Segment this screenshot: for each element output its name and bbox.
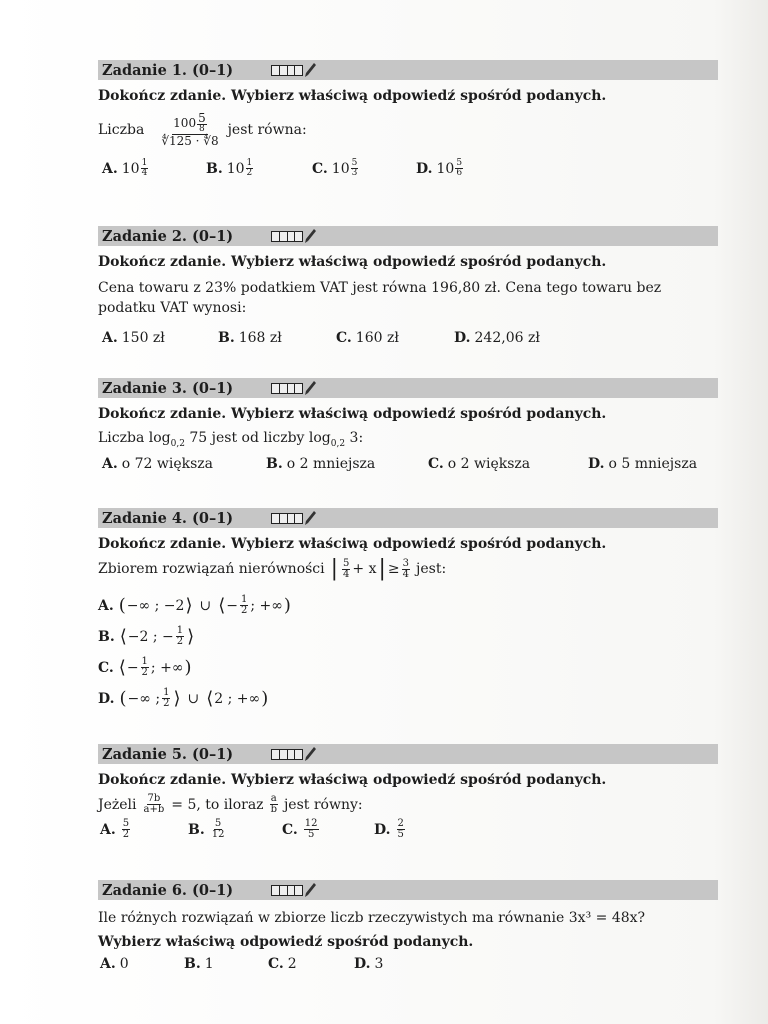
option-a[interactable] bbox=[100, 819, 132, 840]
exp-d: 6 bbox=[456, 168, 463, 178]
task-header bbox=[98, 378, 718, 398]
exp-numerator: 5 bbox=[198, 111, 206, 125]
task-4 bbox=[98, 508, 718, 714]
interval-part: − bbox=[226, 597, 238, 614]
option-letter: C. bbox=[336, 330, 352, 346]
option-value: 160 zł bbox=[355, 330, 399, 346]
option-letter: D. bbox=[374, 821, 391, 838]
option-a[interactable] bbox=[102, 159, 148, 178]
exp-n: 1 bbox=[141, 158, 148, 168]
option-base: 10 bbox=[226, 160, 245, 177]
text-tail: jest równy: bbox=[283, 796, 363, 813]
text-part: 75 jest od liczby log bbox=[184, 430, 331, 446]
option-letter: B. bbox=[188, 821, 205, 838]
fraction-numerator: 5 bbox=[214, 818, 222, 829]
answer-options bbox=[98, 956, 718, 982]
interval-part: −2 ; − bbox=[127, 628, 174, 645]
option-letter: C. bbox=[282, 821, 298, 838]
pencil-icon bbox=[303, 510, 317, 526]
score-box-icon bbox=[271, 383, 303, 394]
task-title: Zadanie 4. (0–1) bbox=[102, 509, 234, 527]
fraction-numerator: 7b bbox=[147, 793, 161, 804]
option-letter: C. bbox=[312, 160, 328, 177]
option-value: 0 bbox=[119, 956, 129, 972]
option-value: 242,06 zł bbox=[474, 330, 540, 346]
option-c[interactable] bbox=[268, 956, 297, 972]
task-question: Ile różnych rozwiązań w zbiorze liczb rzeczywistych ma równanie 3x³ = 48x? bbox=[98, 910, 646, 926]
exp-d: 4 bbox=[141, 168, 148, 178]
interval-part: ; +∞ bbox=[150, 659, 184, 676]
fraction-denominator: 12 bbox=[211, 829, 225, 840]
option-a[interactable] bbox=[100, 956, 129, 972]
task-instruction: Dokończ zdanie. Wybierz właściwą odpowiedź spośród podanych. bbox=[98, 406, 607, 422]
task-header bbox=[98, 60, 718, 80]
fraction-numerator: 5 bbox=[122, 818, 130, 829]
task-instruction: Dokończ zdanie. Wybierz właściwą odpowiedź spośród podanych. bbox=[98, 88, 607, 104]
expr-part: + x bbox=[352, 561, 377, 577]
task-title: Zadanie 6. (0–1) bbox=[102, 881, 234, 899]
option-value: 150 zł bbox=[121, 330, 165, 346]
exp-n: 5 bbox=[456, 158, 463, 168]
option-c[interactable] bbox=[336, 330, 399, 346]
exp-denominator: 8 bbox=[199, 124, 205, 134]
fraction-denominator: 5 bbox=[307, 829, 315, 840]
pencil-icon bbox=[303, 62, 317, 78]
text-lead: Jeżeli bbox=[98, 796, 137, 813]
option-c[interactable]: C. ⟨ − $\frac{1}{2}$ ; +∞ ) bbox=[98, 656, 192, 678]
option-value: o 72 większa bbox=[121, 455, 214, 472]
pencil-icon bbox=[303, 746, 317, 762]
exp-d: 3 bbox=[351, 168, 358, 178]
fraction bbox=[270, 794, 278, 815]
exp-n: 1 bbox=[246, 158, 253, 168]
option-base: 10 bbox=[121, 160, 140, 177]
option-letter: C. bbox=[428, 455, 444, 472]
option-letter: B. bbox=[266, 455, 283, 472]
pencil-icon bbox=[303, 380, 317, 396]
option-letter: B. bbox=[184, 956, 201, 972]
option-b[interactable] bbox=[184, 956, 214, 972]
interval-part: − bbox=[126, 659, 139, 676]
score-box-icon bbox=[271, 885, 303, 896]
score-box-icon bbox=[271, 231, 303, 242]
option-letter: C. bbox=[268, 956, 284, 972]
answer-options bbox=[98, 590, 718, 714]
task-title: Zadanie 5. (0–1) bbox=[102, 745, 234, 763]
option-letter: D. bbox=[416, 160, 433, 177]
union-symbol: ∪ bbox=[187, 690, 200, 707]
task-6 bbox=[98, 880, 718, 982]
task-instruction: Dokończ zdanie. Wybierz właściwą odpowiedź spośród podanych. bbox=[98, 536, 607, 552]
option-b[interactable]: B. ⟨ −2 ; − $\frac{1}{2}$ ⟩ bbox=[98, 625, 195, 647]
option-value: o 5 mniejsza bbox=[608, 455, 698, 472]
option-letter: D. bbox=[454, 330, 471, 346]
task-instruction: Wybierz właściwą odpowiedź spośród podanych. bbox=[98, 934, 474, 950]
pencil-icon bbox=[303, 882, 317, 898]
task-header bbox=[98, 880, 718, 900]
fraction-denominator: a+b bbox=[143, 804, 165, 815]
task-header bbox=[98, 226, 718, 246]
geq-symbol: ≥ bbox=[387, 561, 400, 577]
option-base: 10 bbox=[331, 160, 350, 177]
task-title: Zadanie 2. (0–1) bbox=[102, 227, 234, 245]
score-box-icon bbox=[271, 749, 303, 760]
option-value: 1 bbox=[204, 956, 214, 972]
task-5 bbox=[98, 744, 718, 845]
exp-n: 5 bbox=[351, 158, 358, 168]
option-value: o 2 mniejsza bbox=[286, 455, 376, 472]
abs-bar: | bbox=[330, 556, 339, 581]
option-letter: A. bbox=[98, 597, 114, 614]
option-a[interactable] bbox=[102, 330, 165, 346]
fraction-numerator: 12 bbox=[304, 818, 318, 829]
score-box-icon bbox=[271, 65, 303, 76]
text-tail: jest równa: bbox=[227, 121, 307, 138]
fraction-numerator: a bbox=[270, 793, 277, 804]
option-a[interactable]: A. ( −∞ ; −2 ⟩ ∪ ⟨ − $\frac{1}{2}$ ; +∞ ) bbox=[98, 594, 291, 616]
union-symbol: ∪ bbox=[199, 597, 212, 614]
option-d[interactable] bbox=[374, 819, 407, 840]
log-base: 0,2 bbox=[330, 438, 346, 449]
option-b[interactable] bbox=[206, 159, 253, 178]
option-d[interactable] bbox=[416, 159, 463, 178]
fraction: $\frac{5}{4}$ bbox=[343, 557, 350, 580]
task-2 bbox=[98, 226, 718, 356]
answer-options bbox=[98, 819, 718, 845]
score-box-icon bbox=[271, 513, 303, 524]
option-b[interactable] bbox=[218, 330, 282, 346]
option-letter: A. bbox=[102, 455, 118, 472]
option-letter: A. bbox=[102, 160, 118, 177]
option-value: 168 zł bbox=[238, 330, 282, 346]
fraction-denominator: b bbox=[270, 804, 277, 815]
text-tail: jest: bbox=[416, 561, 447, 577]
task-3 bbox=[98, 378, 718, 482]
task-text bbox=[98, 794, 718, 815]
fraction-numerator: 2 bbox=[397, 818, 404, 829]
option-base: 10 bbox=[436, 160, 455, 177]
numerator-base: 100 bbox=[173, 116, 197, 130]
text-mid: = 5, to iloraz bbox=[171, 796, 264, 813]
task-title: Zadanie 3. (0–1) bbox=[102, 379, 234, 397]
option-d[interactable] bbox=[588, 456, 697, 472]
option-letter: A. bbox=[102, 330, 118, 346]
option-b[interactable] bbox=[188, 819, 227, 840]
answer-options bbox=[98, 159, 718, 185]
main-fraction bbox=[160, 112, 219, 147]
task-header bbox=[98, 744, 718, 764]
fraction bbox=[143, 794, 166, 815]
option-d[interactable] bbox=[454, 330, 540, 346]
option-d[interactable] bbox=[354, 956, 383, 972]
log-base: 0,2 bbox=[170, 438, 185, 449]
option-letter: C. bbox=[98, 659, 114, 676]
option-value: 3 bbox=[374, 956, 384, 972]
option-d[interactable]: D. ( −∞ ; $\frac{1}{2}$ ⟩ ∪ ⟨ 2 ; +∞ ) bbox=[98, 687, 269, 709]
fraction: $\frac{3}{4}$ bbox=[402, 557, 410, 580]
text-lead: Liczba bbox=[98, 121, 145, 138]
task-instruction: Dokończ zdanie. Wybierz właściwą odpowiedź spośród podanych. bbox=[98, 772, 607, 788]
fraction-denominator: ∜125 · ∜8 bbox=[161, 134, 219, 148]
text-part: 3: bbox=[345, 430, 364, 446]
task-text bbox=[98, 112, 718, 147]
option-a[interactable] bbox=[102, 456, 213, 472]
interval-part: ; +∞ bbox=[250, 597, 283, 614]
interval-part: 2 ; +∞ bbox=[214, 690, 261, 707]
abs-bar: | bbox=[378, 556, 386, 581]
option-letter: D. bbox=[98, 690, 115, 707]
task-instruction: Dokończ zdanie. Wybierz właściwą odpowiedź spośród podanych. bbox=[98, 254, 607, 270]
text-part: Liczba log bbox=[98, 430, 171, 446]
option-value: o 2 większa bbox=[447, 455, 531, 472]
task-text bbox=[98, 558, 718, 580]
interval-part: −∞ ; bbox=[127, 690, 161, 707]
fraction-denominator: 2 bbox=[122, 829, 130, 840]
pencil-icon bbox=[303, 228, 317, 244]
text-lead: Zbiorem rozwiązań nierówności bbox=[98, 561, 325, 577]
interval-part: −∞ ; −2 bbox=[126, 597, 185, 614]
task-header bbox=[98, 508, 718, 528]
task-title: Zadanie 1. (0–1) bbox=[102, 61, 234, 79]
option-letter: A. bbox=[100, 956, 116, 972]
task-1 bbox=[98, 60, 718, 185]
option-letter: D. bbox=[588, 455, 605, 472]
fraction-denominator: 5 bbox=[397, 829, 404, 840]
option-letter: A. bbox=[100, 821, 116, 838]
option-c[interactable] bbox=[428, 456, 530, 472]
task-text bbox=[98, 428, 718, 454]
option-b[interactable] bbox=[266, 456, 375, 472]
task-text: Cena towaru z 23% podatkiem VAT jest równa 196,80 zł. Cena tego towaru bez podatku VAT wynosi: bbox=[98, 280, 662, 316]
option-letter: D. bbox=[354, 956, 371, 972]
option-letter: B. bbox=[218, 330, 235, 346]
option-c[interactable] bbox=[312, 159, 358, 178]
option-letter: B. bbox=[98, 628, 115, 645]
answer-options bbox=[98, 456, 718, 482]
option-value: 2 bbox=[287, 956, 297, 972]
option-c[interactable] bbox=[282, 819, 321, 840]
option-letter: B. bbox=[206, 160, 223, 177]
answer-options bbox=[98, 330, 718, 356]
exp-d: 2 bbox=[246, 168, 253, 178]
